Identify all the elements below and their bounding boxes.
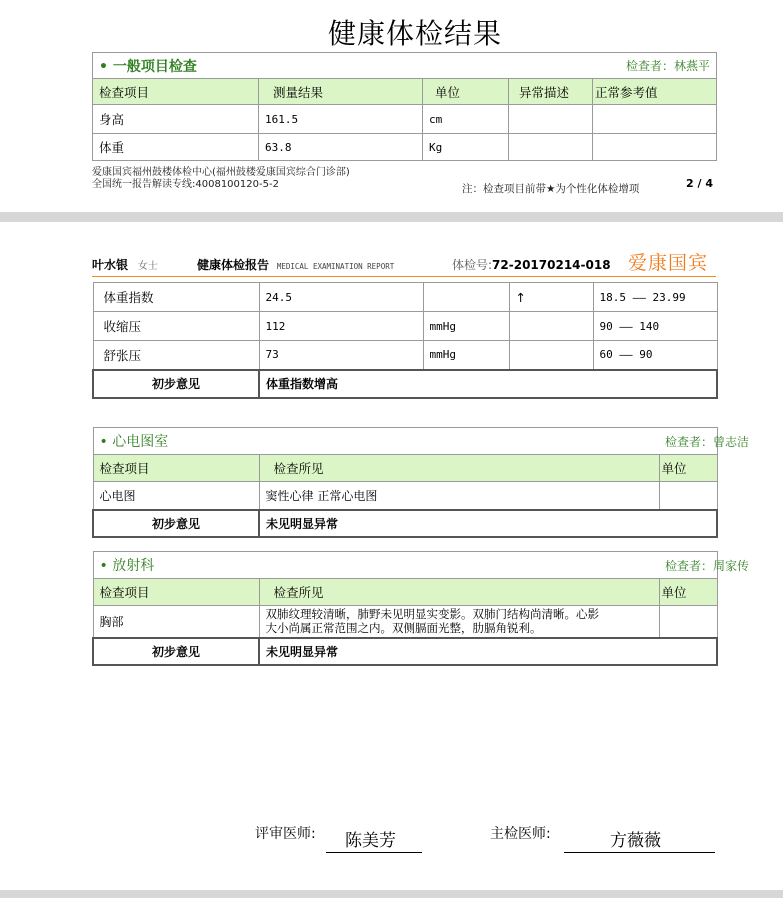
gender: 女士 bbox=[137, 261, 158, 272]
header-divider bbox=[92, 276, 716, 277]
general-exam-table-continued bbox=[92, 282, 718, 399]
table-row bbox=[93, 482, 717, 510]
item-cell: 胸部 bbox=[93, 606, 259, 638]
opinion-value: 未见明显异常 bbox=[259, 510, 717, 537]
finding-line: 大小尚属正常范围之内。双侧膈面光整，肋膈角锐利。 bbox=[265, 621, 542, 636]
ecg-table bbox=[92, 427, 750, 538]
unit-cell: cm bbox=[423, 105, 509, 134]
result-cell: 73 bbox=[259, 341, 423, 370]
table-row bbox=[93, 105, 717, 134]
abnormal-cell bbox=[509, 134, 593, 161]
reviewer-signature: 陈美芳 bbox=[345, 831, 396, 851]
ref-cell bbox=[593, 134, 717, 161]
chief-line bbox=[564, 852, 715, 853]
report-title-cn: 健康体检报告 bbox=[197, 258, 270, 272]
col-header: 检查项目 bbox=[93, 579, 259, 606]
page-title: 健康体检结果 bbox=[327, 17, 502, 50]
col-header: 异常描述 bbox=[509, 79, 593, 105]
unit-cell: Kg bbox=[423, 134, 509, 161]
item-cell: 体重指数 bbox=[93, 283, 259, 312]
unit-cell bbox=[659, 606, 717, 638]
reviewer-line bbox=[326, 852, 422, 853]
opinion-value: 未见明显异常 bbox=[259, 638, 717, 665]
report-title-en: MEDICAL EXAMINATION REPORT bbox=[276, 262, 395, 271]
unit-cell bbox=[659, 482, 717, 510]
col-header: 检查项目 bbox=[93, 455, 259, 482]
page-separator bbox=[0, 890, 783, 898]
section-title: • 放射科 bbox=[99, 558, 155, 574]
unit-cell bbox=[423, 283, 509, 312]
patient-name bbox=[92, 256, 158, 273]
footer-note: 注：检查项目前带★为个性化体检增项 bbox=[462, 183, 640, 195]
footer-institution bbox=[92, 167, 350, 191]
finding-cell bbox=[259, 606, 659, 638]
section-title: • 一般项目检查 bbox=[99, 58, 197, 75]
footer-line1: 爱康国宾福州鼓楼体检中心(福州鼓楼爱康国宾综合门诊部) bbox=[92, 167, 350, 178]
col-header: 检查所见 bbox=[259, 579, 659, 606]
table-row bbox=[93, 606, 717, 638]
opinion-value: 体重指数增高 bbox=[259, 370, 717, 398]
general-exam-table bbox=[92, 52, 717, 161]
ref-cell: 60 —— 90 bbox=[593, 341, 717, 370]
result-cell: 161.5 bbox=[259, 105, 423, 134]
abnormal-cell bbox=[509, 312, 593, 341]
chief-label: 主检医师: bbox=[490, 826, 551, 842]
brand-logo: 爱康国宾 bbox=[628, 252, 709, 274]
table-row bbox=[93, 134, 717, 161]
exam-number-value: 72-20170214-018 bbox=[492, 258, 611, 272]
finding-cell: 窦性心律 正常心电图 bbox=[259, 482, 659, 510]
table-header-row bbox=[93, 455, 717, 482]
opinion-row bbox=[93, 510, 717, 537]
reviewer-label: 评审医师: bbox=[255, 826, 316, 842]
ref-cell: 90 —— 140 bbox=[593, 312, 717, 341]
col-header: 检查所见 bbox=[259, 455, 659, 482]
abnormal-cell bbox=[509, 341, 593, 370]
table-row bbox=[93, 283, 717, 312]
col-header: 单位 bbox=[659, 455, 717, 482]
opinion-row bbox=[93, 638, 717, 665]
abnormal-cell: ↑ bbox=[509, 283, 593, 312]
exam-number-label: 体检号: bbox=[452, 258, 493, 272]
item-cell: 身高 bbox=[93, 105, 259, 134]
opinion-label: 初步意见 bbox=[93, 370, 259, 398]
page-number: 2 / 4 bbox=[686, 177, 713, 190]
item-cell: 收缩压 bbox=[93, 312, 259, 341]
result-cell: 24.5 bbox=[259, 283, 423, 312]
col-header: 单位 bbox=[423, 79, 509, 105]
section-title: • 心电图室 bbox=[99, 434, 169, 450]
exam-number bbox=[452, 256, 611, 273]
item-cell: 心电图 bbox=[93, 482, 259, 510]
opinion-row bbox=[93, 370, 717, 398]
unit-cell: mmHg bbox=[423, 312, 509, 341]
footer-line2: 全国统一报告解读专线:4008100120-5-2 bbox=[92, 179, 279, 190]
ref-cell bbox=[593, 105, 717, 134]
table-header-row bbox=[93, 79, 717, 105]
result-cell: 63.8 bbox=[259, 134, 423, 161]
radiology-table bbox=[92, 551, 750, 666]
report-title bbox=[197, 256, 394, 273]
abnormal-cell bbox=[509, 105, 593, 134]
opinion-label: 初步意见 bbox=[93, 638, 259, 665]
unit-cell: mmHg bbox=[423, 341, 509, 370]
opinion-label: 初步意见 bbox=[93, 510, 259, 537]
table-header-row bbox=[93, 579, 717, 606]
col-header: 正常参考值 bbox=[593, 79, 717, 105]
checker: 检查者：周家传 bbox=[659, 552, 717, 579]
table-row bbox=[93, 341, 717, 370]
col-header: 单位 bbox=[659, 579, 717, 606]
result-cell: 112 bbox=[259, 312, 423, 341]
finding-line: 双肺纹理较清晰，肺野未见明显实变影。双肺门结构尚清晰。心影 bbox=[265, 607, 599, 622]
chief-signature: 方薇薇 bbox=[610, 831, 661, 851]
name: 叶水银 bbox=[92, 258, 129, 272]
col-header: 检查项目 bbox=[93, 79, 259, 105]
col-header: 测量结果 bbox=[259, 79, 423, 105]
checker: 检查者：林燕平 bbox=[509, 53, 717, 79]
item-cell: 体重 bbox=[93, 134, 259, 161]
page-separator bbox=[0, 212, 783, 222]
ref-cell: 18.5 —— 23.99 bbox=[593, 283, 717, 312]
item-cell: 舒张压 bbox=[93, 341, 259, 370]
checker: 检查者：曾志洁 bbox=[659, 428, 717, 455]
table-row bbox=[93, 312, 717, 341]
